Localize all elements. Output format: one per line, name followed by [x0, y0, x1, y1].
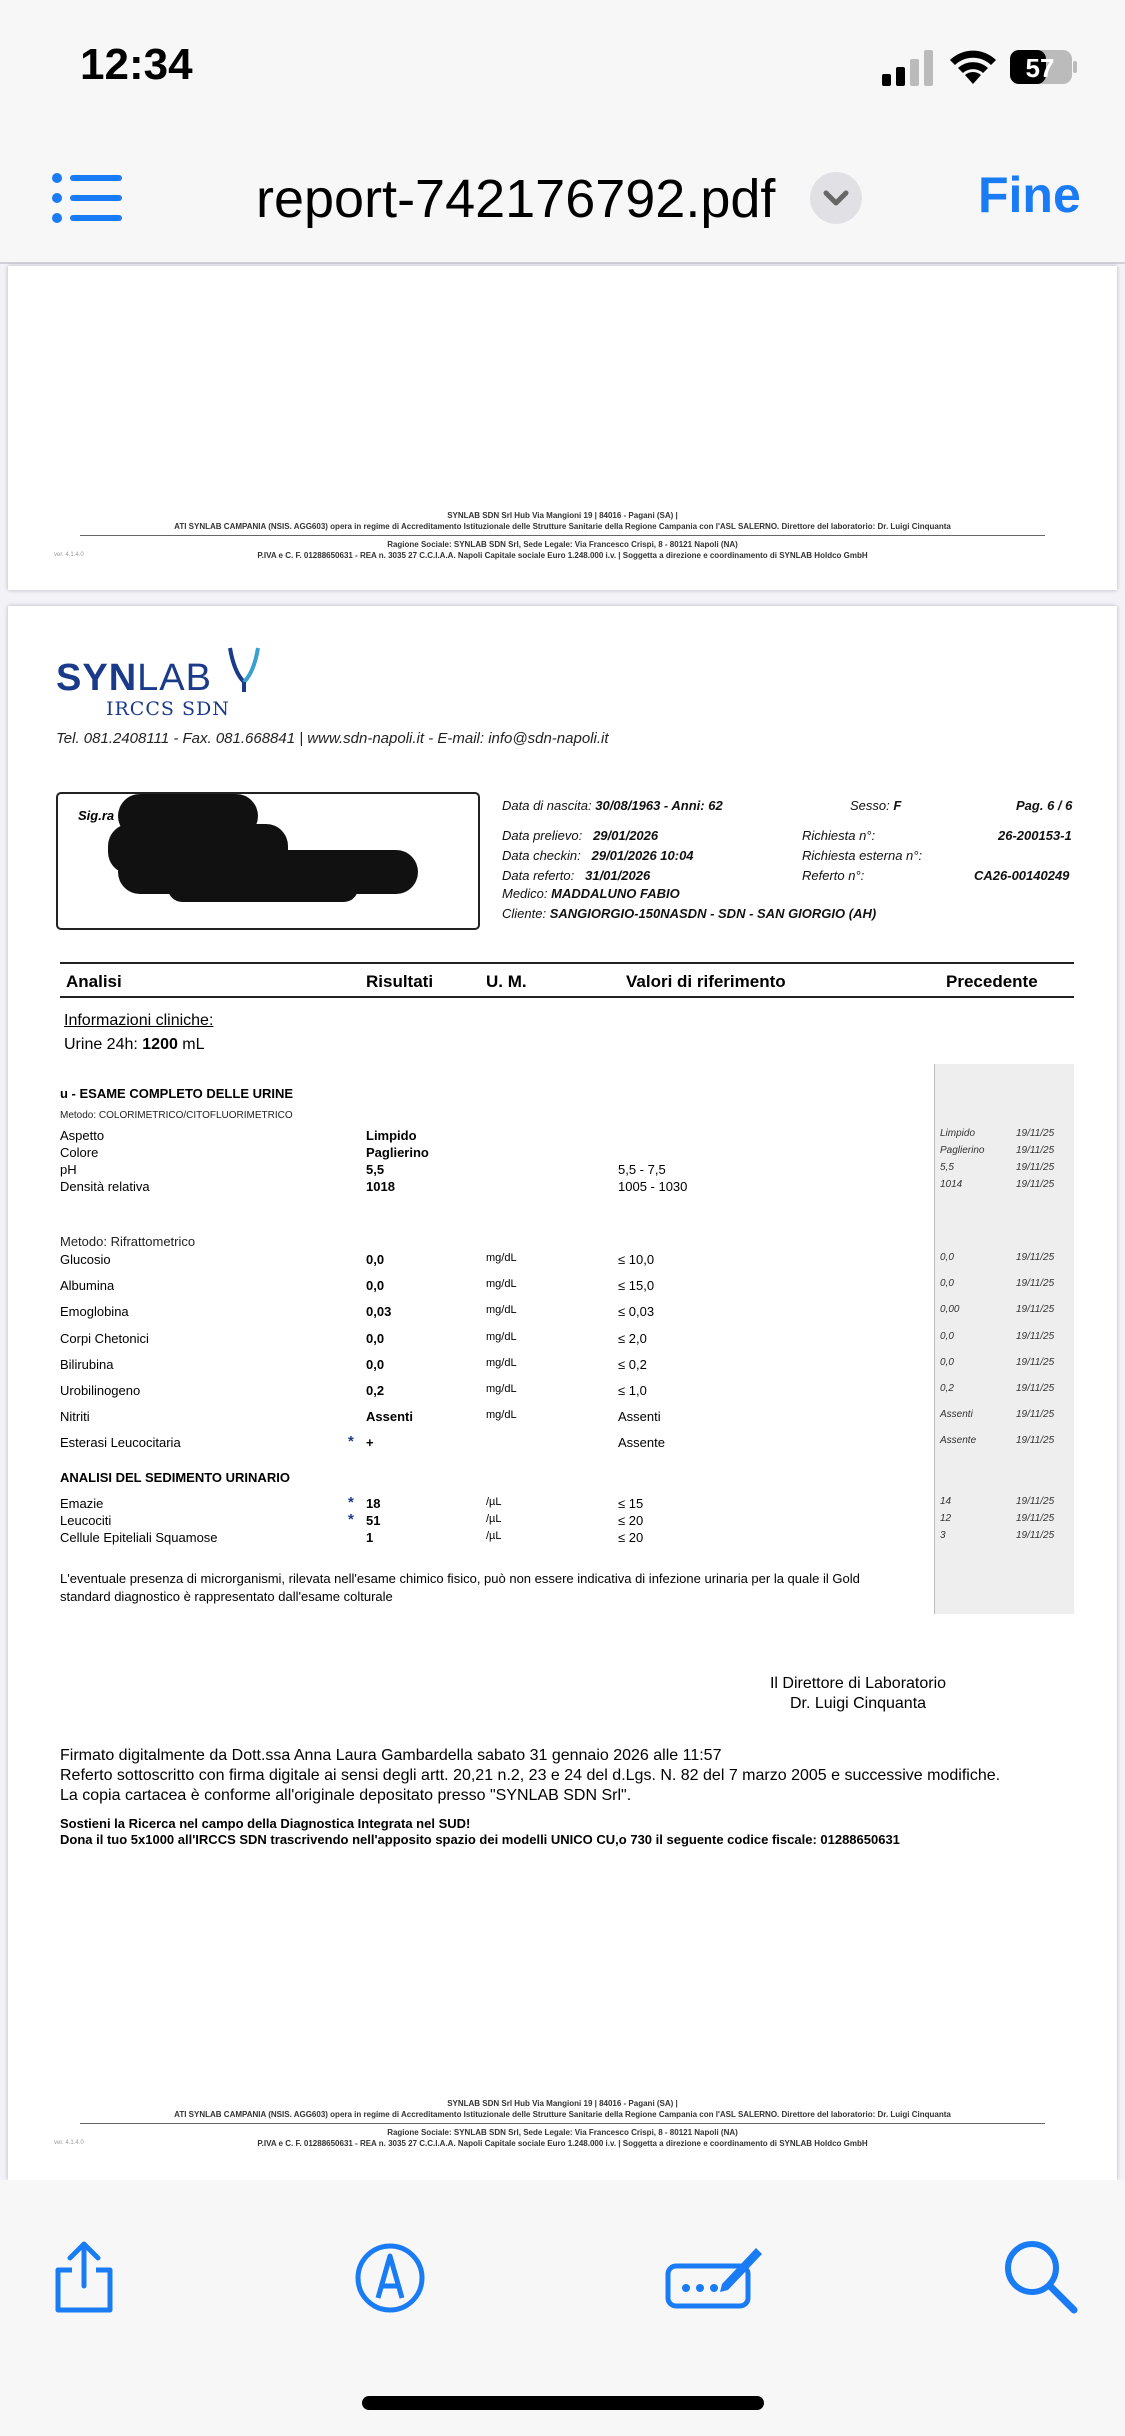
previous-value: 5,5 [940, 1162, 954, 1173]
reference-range: ≤ 1,0 [618, 1383, 647, 1398]
firmato-line-2: Referto sottoscritto con firma digitale ai sensi degli artt. 20,21 n.2, 23 e 24 del d.Lgs. N. 82 del 7 marzo 2005 e successive modifiche. [60, 1767, 1001, 1784]
result-value: 0,0 [366, 1252, 385, 1267]
table-row [8, 1162, 1117, 1180]
signature-title: Il Direttore di Laboratorio [769, 1675, 947, 1692]
analyte-name: Aspetto [60, 1128, 105, 1143]
reference-range: 1005 - 1030 [618, 1179, 688, 1194]
unit: mg/dL [486, 1383, 517, 1395]
analyte-name: Nitriti [60, 1409, 90, 1425]
document-title: report-742176792.pdf [256, 169, 776, 229]
previous-date: 19/11/25 [1016, 1529, 1055, 1541]
density-method: Metodo: Rifrattometrico [60, 1234, 196, 1249]
battery-icon [1010, 48, 1078, 86]
previous-value: 0,0 [940, 1356, 954, 1368]
unit: mg/dL [486, 1356, 517, 1369]
previous-date: 19/11/25 [1016, 1145, 1055, 1156]
report-number: CA26-00140249 [974, 868, 1070, 883]
previous-date: 19/11/25 [1016, 1252, 1055, 1263]
reference-range: 5,5 - 7,5 [618, 1162, 666, 1177]
previous-date: 19/11/25 [1016, 1179, 1055, 1190]
previous-value: 14 [940, 1496, 952, 1507]
result-value: 0,2 [366, 1383, 385, 1398]
unit: mg/dL [486, 1330, 517, 1343]
report-date: Data referto: 31/01/2026 [502, 868, 651, 883]
table-row [8, 1435, 1117, 1453]
markup-icon[interactable] [350, 2236, 430, 2316]
unit: /µL [486, 1529, 502, 1542]
footer-version: ver. 4.1.4.0 [54, 552, 84, 558]
table-row [8, 1331, 1117, 1349]
home-indicator[interactable] [362, 2396, 764, 2410]
table-row [8, 1357, 1117, 1375]
research-appeal [60, 1816, 1090, 1848]
result-value: 5,5 [366, 1162, 385, 1177]
header-precedente: Precedente [946, 972, 1038, 991]
analyte-name: pH [60, 1162, 77, 1177]
external-request-label: Richiesta esterna n°: [802, 848, 923, 863]
logo-subtitle: IRCCS SDN [106, 698, 230, 720]
table-row [8, 1179, 1117, 1197]
clinical-info-value: Urine 24h: 1200 mL [64, 1036, 205, 1053]
section-urine-exam: u - ESAME COMPLETO DELLE URINE [60, 1086, 294, 1101]
unit: mg/dL [486, 1278, 517, 1291]
analyte-name: Cellule Epiteliali Squamose [60, 1529, 218, 1545]
previous-date: 19/11/25 [1016, 1512, 1055, 1524]
header-risultati: Risultati [366, 972, 434, 991]
reference-range: ≤ 10,0 [618, 1252, 655, 1267]
analyte-name: Emazie [60, 1496, 104, 1511]
unit: mg/dL [486, 1252, 517, 1264]
pdf-page-previous [8, 266, 1117, 590]
footer-line-3: Ragione Sociale: SYNLAB SDN Srl, Sede Legale: Via Francesco Crispi, 8 - 80121 Napoli (NA) [387, 2128, 738, 2137]
patient-label: Sig.ra [78, 808, 115, 823]
reference-range: Assente [618, 1435, 665, 1451]
abnormal-flag: * [348, 1433, 354, 1451]
previous-value: 3 [940, 1529, 946, 1541]
section-sediment: ANALISI DEL SEDIMENTO URINARIO [60, 1470, 290, 1485]
result-value: Paglierino [366, 1145, 429, 1160]
reference-range: ≤ 15,0 [618, 1278, 655, 1294]
previous-value: 0,00 [940, 1304, 960, 1316]
previous-value: Assenti [940, 1409, 973, 1421]
previous-value: Paglierino [940, 1145, 985, 1156]
footer-line-2: ATI SYNLAB CAMPANIA (NSIS. AGG603) opera in regime di Accreditamento Istituzionale delle Strutture Sanitarie della Regione Campania con l'ASL SALERNO. Direttore del laboratorio: Dr. Luigi Cinquanta [174, 2110, 951, 2119]
previous-date: 19/11/25 [1016, 1409, 1055, 1421]
reference-range: ≤ 0,2 [618, 1356, 647, 1372]
report-number-label: Referto n°: [802, 868, 865, 883]
result-value: + [366, 1435, 374, 1451]
form-icon[interactable] [664, 2236, 764, 2316]
reference-range: ≤ 0,03 [618, 1304, 655, 1320]
header-analisi: Analisi [66, 972, 122, 991]
wifi-icon [948, 48, 998, 86]
navigation-bar [0, 132, 1125, 264]
analyte-name: Leucociti [60, 1512, 112, 1528]
footer-line-1: SYNLAB SDN Srl Hub Via Mangioni 19 | 84016 - Pagani (SA) | [447, 511, 678, 520]
unit: /µL [486, 1512, 502, 1525]
done-button[interactable]: Fine [978, 167, 1081, 223]
unit: mg/dL [486, 1409, 517, 1422]
footer-line-1: SYNLAB SDN Srl Hub Via Mangioni 19 | 84016 - Pagani (SA) | [447, 2099, 678, 2108]
result-value: 0,0 [366, 1330, 385, 1346]
chevron-down-icon [810, 172, 862, 224]
analyte-name: Corpi Chetonici [60, 1330, 149, 1346]
previous-value: 1014 [940, 1179, 963, 1190]
table-row [8, 1383, 1117, 1401]
page-footer [8, 510, 1117, 561]
previous-date: 19/11/25 [1016, 1496, 1055, 1507]
previous-date: 19/11/25 [1016, 1304, 1055, 1316]
reference-range: Assenti [618, 1409, 661, 1425]
table-row [8, 1252, 1117, 1270]
sex: Sesso: F [850, 798, 902, 813]
analyte-name: Densità relativa [60, 1179, 150, 1194]
previous-date: 19/11/25 [1016, 1383, 1055, 1394]
analyte-name: Esterasi Leucocitaria [60, 1435, 181, 1451]
results-table-header [60, 962, 1074, 998]
page-footer [8, 2098, 1117, 2149]
footer-line-3: Ragione Sociale: SYNLAB SDN Srl, Sede Legale: Via Francesco Crispi, 8 - 80121 Napoli (NA) [387, 540, 738, 549]
table-row [8, 1304, 1117, 1322]
title-menu-button[interactable] [810, 172, 862, 224]
battery-level: 57 [1025, 53, 1055, 83]
cellular-signal-icon [882, 50, 936, 86]
previous-date: 19/11/25 [1016, 1356, 1055, 1368]
result-value: Limpido [366, 1128, 417, 1143]
results-note: L'eventuale presenza di microrganismi, rilevata nell'esame chimico fisico, può non essere indicativa di infezione urinaria per la quale il Gold standard diagnostico è rappresentato dall'esame colturale [60, 1571, 860, 1604]
reference-range: ≤ 15 [618, 1496, 644, 1511]
table-row [8, 1145, 1117, 1163]
footer-line-4: P.IVA e C. F. 01288650631 - REA n. 3035 27 C.C.I.A.A. Napoli Capitale sociale Euro 1.248.000 i.v. | Soggetta a direzione e coordinamento di SYNLAB Holdco GmbH [257, 2139, 868, 2148]
result-value: 1018 [366, 1179, 395, 1194]
redaction [168, 874, 358, 902]
synlab-logo [56, 646, 264, 720]
doctor: Medico: MADDALUNO FABIO [502, 886, 680, 901]
analyte-name: Bilirubina [60, 1356, 114, 1372]
table-row [8, 1530, 1117, 1548]
previous-value: 0,0 [940, 1278, 954, 1290]
patient-box [56, 792, 480, 930]
previous-value: Assente [940, 1435, 977, 1447]
unit: /µL [486, 1496, 502, 1508]
section-method: Metodo: COLORIMETRICO/CITOFLUORIMETRICO [60, 1110, 293, 1121]
table-row [8, 1128, 1117, 1146]
result-value: 18 [366, 1496, 381, 1511]
analyte-name: Urobilinogeno [60, 1383, 141, 1398]
previous-value: Limpido [940, 1128, 976, 1139]
table-row [8, 1510, 1117, 1531]
request-number: 26-200153-1 [998, 828, 1072, 843]
footer-version: ver. 4.1.4.0 [54, 2140, 84, 2146]
analyte-name: Colore [60, 1145, 99, 1160]
clinical-info-title: Informazioni cliniche: [64, 1012, 214, 1029]
table-row [8, 1409, 1117, 1427]
reference-range: ≤ 20 [618, 1512, 644, 1528]
status-time: 12:34 [80, 40, 193, 89]
previous-value: 0,0 [940, 1252, 954, 1263]
table-row [8, 1496, 1117, 1514]
logo-lab: LAB [137, 657, 212, 699]
request-number-label: Richiesta n°: [802, 828, 876, 843]
search-icon[interactable] [1000, 2236, 1080, 2316]
abnormal-flag: * [348, 1510, 354, 1528]
result-value: 0,03 [366, 1304, 392, 1320]
previous-date: 19/11/25 [1016, 1128, 1055, 1139]
sample-date: Data prelievo: 29/01/2026 [502, 828, 659, 843]
previous-value: 0,0 [940, 1330, 954, 1342]
table-row [8, 1278, 1117, 1296]
abnormal-flag: * [348, 1494, 354, 1511]
reference-range: ≤ 2,0 [618, 1330, 647, 1346]
previous-date: 19/11/25 [1016, 1162, 1055, 1173]
header-um: U. M. [486, 972, 527, 991]
analyte-name: Albumina [60, 1278, 115, 1294]
firmato-line-1: Firmato digitalmente da Dott.ssa Anna Laura Gambardella sabato 31 gennaio 2026 alle 11:57 [60, 1747, 722, 1764]
analyte-name: Glucosio [60, 1252, 111, 1267]
client: Cliente: SANGIORGIO-150NASDN - SDN - SAN GIORGIO (AH) [502, 906, 877, 921]
reference-range: ≤ 20 [618, 1529, 644, 1545]
result-value: 1 [366, 1529, 374, 1545]
logo-syn: SYN [56, 657, 138, 699]
previous-date: 19/11/25 [1016, 1278, 1055, 1290]
previous-value: 12 [940, 1512, 952, 1524]
birth-date: Data di nascita: 30/08/1963 - Anni: 62 [502, 798, 723, 813]
checkin-date: Data checkin: 29/01/2026 10:04 [502, 848, 694, 863]
status-bar [0, 0, 1125, 132]
digital-signature-text [60, 1746, 1090, 1806]
analyte-name: Emoglobina [60, 1304, 129, 1320]
header-riferimento: Valori di riferimento [626, 972, 786, 991]
result-value: 0,0 [366, 1356, 385, 1372]
previous-date: 19/11/25 [1016, 1330, 1055, 1342]
footer-line-2: ATI SYNLAB CAMPANIA (NSIS. AGG603) opera in regime di Accreditamento Istituzionale delle Strutture Sanitarie della Regione Campania con l'ASL SALERNO. Direttore del laboratorio: Dr. Luigi Cinquanta [174, 522, 951, 531]
result-value: 0,0 [366, 1278, 385, 1294]
share-icon[interactable] [44, 2236, 124, 2316]
previous-date: 19/11/25 [1016, 1435, 1055, 1447]
footer-line-4: P.IVA e C. F. 01288650631 - REA n. 3035 27 C.C.I.A.A. Napoli Capitale sociale Euro 1.248.000 i.v. | Soggetta a direzione e coordinamento di SYNLAB Holdco GmbH [257, 551, 868, 560]
pdf-page-current [8, 606, 1117, 2180]
result-value: Assenti [366, 1409, 413, 1425]
page-number: Pag. 6 / 6 [1016, 798, 1073, 813]
result-value: 51 [366, 1512, 381, 1528]
ricerca-line-2: Dona il tuo 5x1000 all'IRCCS SDN trascrivendo nell'apposito spazio dei modelli UNICO CU,o 730 il seguente codice fiscale: 01288650631 [60, 1832, 900, 1847]
signature-block [758, 1674, 958, 1714]
previous-value: 0,2 [940, 1383, 954, 1394]
contact-info: Tel. 081.2408111 - Fax. 081.668841 | www.sdn-napoli.it - E-mail: info@sdn-napoli.it [56, 730, 609, 747]
ricerca-line-1: Sostieni la Ricerca nel campo della Diagnostica Integrata nel SUD! [60, 1816, 471, 1831]
list-icon[interactable] [52, 172, 122, 224]
unit: mg/dL [486, 1304, 517, 1317]
signature-name: Dr. Luigi Cinquanta [789, 1695, 927, 1712]
logo-mark-icon [224, 646, 264, 694]
firmato-line-3: La copia cartacea è conforme all'originale depositato presso "SYNLAB SDN Srl". [60, 1787, 632, 1804]
